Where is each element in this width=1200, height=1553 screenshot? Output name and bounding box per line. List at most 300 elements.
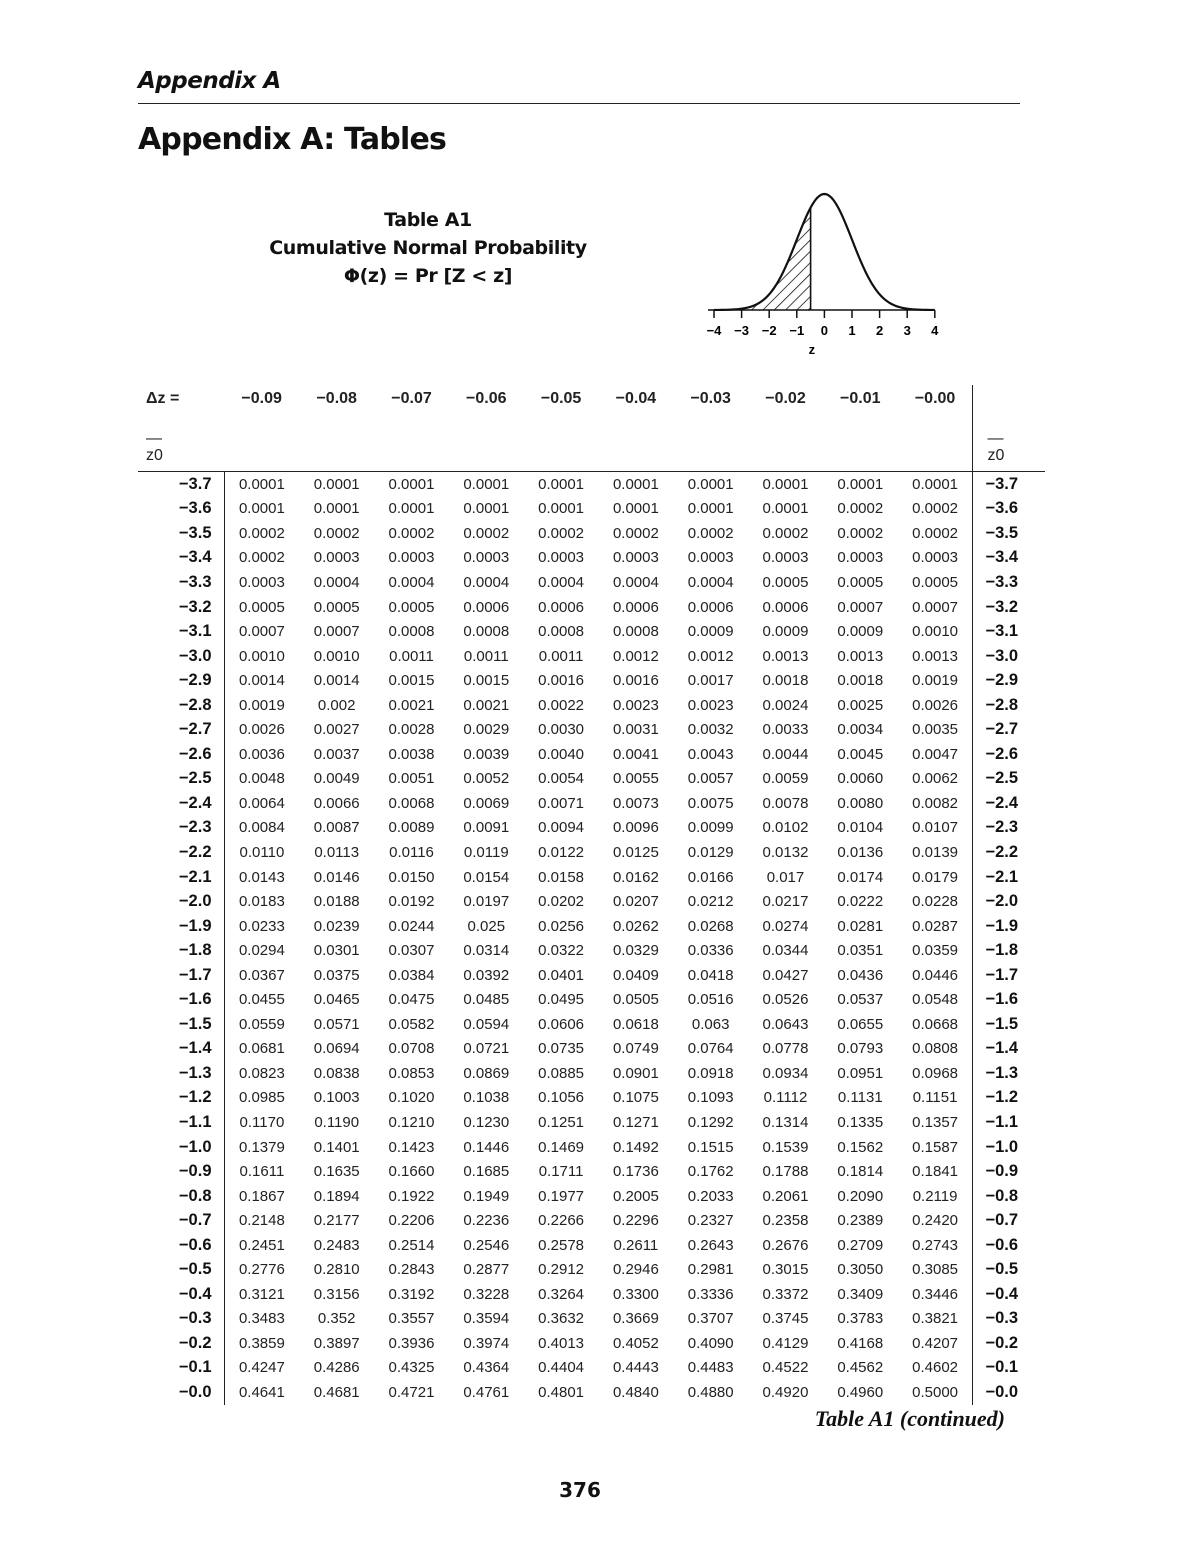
table-cell: 0.0336 xyxy=(687,942,734,960)
table-cell: 0.0003 xyxy=(612,549,659,567)
table-cell: 0.0016 xyxy=(538,672,585,690)
table-cell: 0.1788 xyxy=(762,1163,809,1181)
table-cell: 0.1151 xyxy=(912,1089,958,1107)
row-z-label-right: −1.4 xyxy=(973,1037,1046,1062)
table-cell: 0.0005 xyxy=(238,598,285,616)
table-cell: 0.1949 xyxy=(463,1187,510,1205)
x-tick-label: −1 xyxy=(789,323,805,338)
table-cell: 0.0026 xyxy=(912,696,959,714)
table-cell: 0.0062 xyxy=(912,770,959,788)
row-z-label-right: −0.9 xyxy=(973,1159,1046,1184)
table-cell: 0.2236 xyxy=(463,1212,510,1230)
table-row xyxy=(138,1086,1045,1111)
table-row xyxy=(138,938,1045,963)
table-cell: 0.0007 xyxy=(837,598,884,616)
table-cell: 0.2119 xyxy=(912,1187,958,1205)
table-cell: 0.0010 xyxy=(912,623,959,641)
row-z-label: −0.1 xyxy=(138,1356,224,1381)
table-cell: 0.1492 xyxy=(612,1138,659,1156)
table-cell: 0.0643 xyxy=(762,1015,809,1033)
table-cell: 0.4483 xyxy=(687,1359,734,1377)
table-cell: 0.0004 xyxy=(388,573,435,591)
table-row xyxy=(138,1135,1045,1160)
table-cell: 0.0026 xyxy=(238,721,285,739)
table-cell: 0.0030 xyxy=(538,721,585,739)
table-cell: 0.3783 xyxy=(837,1310,884,1328)
table-cell: 0.1131 xyxy=(837,1089,883,1107)
table-cell: 0.0094 xyxy=(538,819,585,837)
table-cell: 0.0011 xyxy=(389,647,434,665)
table-cell: 0.1335 xyxy=(837,1113,884,1131)
table-cell: 0.2546 xyxy=(463,1236,510,1254)
x-tick-label: 3 xyxy=(903,323,911,338)
table-cell: 0.0006 xyxy=(687,598,734,616)
table-cell: 0.0045 xyxy=(837,745,884,763)
table-cell: 0.2389 xyxy=(837,1212,884,1230)
table-cell: 0.1562 xyxy=(837,1138,884,1156)
table-cell: 0.0009 xyxy=(762,623,809,641)
table-cell: 0.2709 xyxy=(837,1236,884,1254)
table-formula: Φ(z) = Pr [Z < z] xyxy=(343,265,513,287)
table-cell: 0.3707 xyxy=(687,1310,734,1328)
row-z-label-right: −2.4 xyxy=(973,791,1046,816)
table-cell: 0.0778 xyxy=(762,1040,809,1058)
table-cell: 0.2090 xyxy=(837,1187,884,1205)
column-header: −0.09 xyxy=(241,390,282,407)
table-cell: 0.0436 xyxy=(837,966,884,984)
x-axis-tick-labels xyxy=(707,323,940,338)
table-cell: 0.0853 xyxy=(388,1064,435,1082)
table-cell: 0.0005 xyxy=(762,573,809,591)
table-cell: 0.0885 xyxy=(538,1064,585,1082)
table-cell: 0.3228 xyxy=(463,1285,510,1303)
row-z-label: −3.2 xyxy=(138,595,224,620)
row-z-label: −2.3 xyxy=(138,816,224,841)
row-z-label-right: −3.3 xyxy=(973,570,1046,595)
row-z-label-right: −2.5 xyxy=(973,767,1046,792)
table-cell: 0.0001 xyxy=(313,500,360,518)
table-cell: 0.0004 xyxy=(687,573,734,591)
table-cell: 0.0329 xyxy=(612,942,659,960)
row-z-label-right: −1.7 xyxy=(973,963,1046,988)
table-cell: 0.0455 xyxy=(238,991,285,1009)
table-cell: 0.0207 xyxy=(612,893,659,911)
table-cell: 0.0188 xyxy=(313,893,360,911)
column-header: −0.02 xyxy=(765,390,806,407)
table-cell: 0.0001 xyxy=(612,500,659,518)
row-z-label: −2.7 xyxy=(138,717,224,742)
table-cell: 0.0183 xyxy=(238,893,285,911)
table-cell: 0.0384 xyxy=(388,966,435,984)
table-cell: 0.1038 xyxy=(463,1089,510,1107)
table-cell: 0.2061 xyxy=(762,1187,809,1205)
right-header-blank xyxy=(973,385,1046,413)
table-cell: 0.0150 xyxy=(388,868,435,886)
table-cell: 0.0808 xyxy=(912,1040,959,1058)
table-cell: 0.0537 xyxy=(837,991,884,1009)
table-cell: 0.0029 xyxy=(463,721,510,739)
table-cell: 0.0007 xyxy=(313,623,360,641)
row-z-label: −1.1 xyxy=(138,1110,224,1135)
table-cell: 0.0001 xyxy=(598,472,673,497)
table-cell: 0.0014 xyxy=(313,672,360,690)
table-cell: 0.0287 xyxy=(912,917,959,935)
table-cell: 0.2810 xyxy=(313,1261,360,1279)
table-cell: 0.1867 xyxy=(238,1187,285,1205)
table-row xyxy=(138,1380,1045,1405)
table-cell: 0.0040 xyxy=(538,745,585,763)
row-z-label: −1.4 xyxy=(138,1037,224,1062)
table-cell: 0.2266 xyxy=(538,1212,585,1230)
table-row xyxy=(138,717,1045,742)
table-cell: 0.4761 xyxy=(463,1384,510,1401)
table-cell: 0.0010 xyxy=(238,647,285,665)
table-cell: 0.0073 xyxy=(612,794,659,812)
row-z-label-right: −0.0 xyxy=(973,1380,1046,1405)
table-cell: 0.0104 xyxy=(837,819,884,837)
table-cell: 0.0409 xyxy=(612,966,659,984)
table-cell: 0.0869 xyxy=(463,1064,510,1082)
table-cell: 0.1539 xyxy=(762,1138,809,1156)
table-cell: 0.0344 xyxy=(762,942,809,960)
table-cell: 0.0008 xyxy=(463,623,510,641)
table-cell: 0.0244 xyxy=(388,917,435,935)
table-cell: 0.0001 xyxy=(687,500,734,518)
table-cell: 0.0008 xyxy=(612,623,659,641)
table-cell: 0.0027 xyxy=(313,721,360,739)
table-continued-note: Table A1 (continued) xyxy=(814,1406,1005,1431)
table-cell: 0.0002 xyxy=(238,524,285,542)
x-tick-label: −4 xyxy=(706,323,722,338)
table-cell: 0.0002 xyxy=(388,524,435,542)
table-cell: 0.0004 xyxy=(612,573,659,591)
table-cell: 0.002 xyxy=(317,696,356,714)
table-cell: 0.4641 xyxy=(238,1384,285,1401)
table-cell: 0.2206 xyxy=(388,1212,435,1230)
table-row xyxy=(138,1037,1045,1062)
table-cell: 0.0166 xyxy=(687,868,734,886)
z0-label: z0 xyxy=(146,447,163,464)
table-cell: 0.0002 xyxy=(912,524,959,542)
table-cell: 0.0034 xyxy=(837,721,884,739)
table-cell: 0.0002 xyxy=(313,524,360,542)
table-cell: 0.0007 xyxy=(238,623,285,641)
running-head: Appendix A xyxy=(138,68,281,94)
table-cell: 0.0001 xyxy=(823,472,898,497)
table-cell: 0.1660 xyxy=(388,1163,435,1181)
table-cell: 0.0217 xyxy=(762,893,809,911)
table-cell: 0.4522 xyxy=(762,1359,809,1377)
table-cell: 0.0571 xyxy=(313,1015,360,1033)
table-cell: 0.0002 xyxy=(912,500,959,518)
table-cell: 0.0001 xyxy=(762,500,809,518)
row-z-label: −2.8 xyxy=(138,693,224,718)
row-z-label: −3.1 xyxy=(138,619,224,644)
x-tick-label: −2 xyxy=(761,323,777,338)
column-header: −0.08 xyxy=(316,390,357,407)
table-cell: 0.0222 xyxy=(837,893,884,911)
table-cell: 0.0154 xyxy=(463,868,510,886)
dash-mark: — xyxy=(146,430,162,447)
table-cell: 0.0485 xyxy=(463,991,510,1009)
table-cell: 0.0102 xyxy=(762,819,809,837)
table-cell: 0.0505 xyxy=(612,991,659,1009)
x-tick-label: −3 xyxy=(734,323,750,338)
table-cell: 0.1736 xyxy=(612,1163,659,1181)
table-cell: 0.0110 xyxy=(239,843,285,861)
column-header: −0.03 xyxy=(690,390,731,407)
table-cell: 0.2148 xyxy=(238,1212,285,1230)
table-cell: 0.0307 xyxy=(388,942,435,960)
table-cell: 0.1003 xyxy=(313,1089,360,1107)
table-cell: 0.1515 xyxy=(687,1138,734,1156)
table-cell: 0.017 xyxy=(766,868,805,886)
table-cell: 0.3897 xyxy=(313,1334,360,1352)
table-row xyxy=(138,472,1045,497)
table-cell: 0.0003 xyxy=(687,549,734,567)
table-cell: 0.0080 xyxy=(837,794,884,812)
table-cell: 0.0132 xyxy=(762,843,809,861)
row-z-label-right: −0.3 xyxy=(973,1307,1046,1332)
row-z-label-right: −1.3 xyxy=(973,1061,1046,1086)
table-cell: 0.1977 xyxy=(538,1187,585,1205)
table-row xyxy=(138,791,1045,816)
table-cell: 0.0005 xyxy=(912,573,959,591)
row-z-label-right: −3.2 xyxy=(973,595,1046,620)
table-cell: 0.0021 xyxy=(388,696,435,714)
table-cell: 0.0013 xyxy=(837,647,884,665)
table-row xyxy=(138,570,1045,595)
table-row xyxy=(138,987,1045,1012)
table-cell: 0.0002 xyxy=(238,549,285,567)
table-cell: 0.0051 xyxy=(388,770,435,788)
table-cell: 0.0212 xyxy=(687,893,734,911)
table-cell: 0.0035 xyxy=(912,721,959,739)
table-cell: 0.0618 xyxy=(612,1015,659,1033)
table-cell: 0.0934 xyxy=(762,1064,809,1082)
table-cell: 0.1251 xyxy=(538,1113,585,1131)
table-cell: 0.0001 xyxy=(524,472,599,497)
row-z-label-right: −0.8 xyxy=(973,1184,1046,1209)
table-cell: 0.3483 xyxy=(238,1310,285,1328)
table-cell: 0.0041 xyxy=(612,745,659,763)
row-z-label-right: −1.2 xyxy=(973,1086,1046,1111)
table-cell: 0.0116 xyxy=(389,843,434,861)
table-cell: 0.1922 xyxy=(388,1187,435,1205)
table-cell: 0.2514 xyxy=(388,1236,435,1254)
table-cell: 0.0024 xyxy=(762,696,809,714)
table-cell: 0.0059 xyxy=(762,770,809,788)
table-row xyxy=(138,1012,1045,1037)
table-cell: 0.0003 xyxy=(313,549,360,567)
table-cell: 0.2327 xyxy=(687,1212,734,1230)
table-cell: 0.1112 xyxy=(763,1089,808,1107)
row-z-label: −3.6 xyxy=(138,497,224,522)
table-cell: 0.1056 xyxy=(538,1089,585,1107)
table-cell: 0.3859 xyxy=(238,1334,285,1352)
table-cell: 0.0721 xyxy=(463,1040,510,1058)
table-cell: 0.0091 xyxy=(463,819,510,837)
table-cell: 0.0001 xyxy=(449,472,524,497)
table-cell: 0.1075 xyxy=(612,1089,659,1107)
row-z-label: −0.5 xyxy=(138,1258,224,1283)
delta-z-label: Δz = xyxy=(146,390,180,407)
table-cell: 0.0274 xyxy=(762,917,809,935)
table-cell: 0.2946 xyxy=(612,1261,659,1279)
table-cell: 0.2776 xyxy=(238,1261,285,1279)
x-tick-label: 1 xyxy=(848,323,856,338)
x-axis-ticks xyxy=(714,310,935,318)
table-cell: 0.0375 xyxy=(313,966,360,984)
table-cell: 0.4801 xyxy=(538,1384,585,1401)
row-z-label-right: −0.1 xyxy=(973,1356,1046,1381)
row-z-label: −0.9 xyxy=(138,1159,224,1184)
table-cell: 0.0021 xyxy=(463,696,510,714)
x-tick-label: 0 xyxy=(820,323,829,338)
table-cell: 0.0019 xyxy=(912,672,959,690)
table-cell: 0.0749 xyxy=(612,1040,659,1058)
table-cell: 0.0951 xyxy=(837,1064,884,1082)
table-cell: 0.3594 xyxy=(463,1310,510,1328)
row-z-label-right: −1.1 xyxy=(973,1110,1046,1135)
table-cell: 0.0018 xyxy=(762,672,809,690)
table-row xyxy=(138,1208,1045,1233)
table-cell: 0.4721 xyxy=(388,1384,435,1401)
table-cell: 0.1635 xyxy=(313,1163,360,1181)
table-cell: 0.3336 xyxy=(687,1285,734,1303)
table-cell: 0.0606 xyxy=(538,1015,585,1033)
row-z-label-right: −0.4 xyxy=(973,1282,1046,1307)
table-cell: 0.0122 xyxy=(538,843,585,861)
table-cell: 0.0032 xyxy=(687,721,734,739)
row-z-label: −3.7 xyxy=(138,472,224,497)
table-cell: 0.0015 xyxy=(388,672,435,690)
table-cell: 0.0119 xyxy=(463,843,509,861)
table-cell: 0.3050 xyxy=(837,1261,884,1279)
row-z-label-right: −2.8 xyxy=(973,693,1046,718)
row-z-label: −2.0 xyxy=(138,889,224,914)
table-row xyxy=(138,816,1045,841)
table-cell: 0.0001 xyxy=(898,472,973,497)
table-cell: 0.0033 xyxy=(762,721,809,739)
table-cell: 0.0043 xyxy=(687,745,734,763)
table-cell: 0.0548 xyxy=(912,991,959,1009)
table-cell: 0.0008 xyxy=(388,623,435,641)
table-cell: 0.4207 xyxy=(912,1334,959,1352)
table-cell: 0.0239 xyxy=(313,917,360,935)
table-cell: 0.2578 xyxy=(538,1236,585,1254)
table-cell: 0.0064 xyxy=(238,794,285,812)
row-z-label-right: −3.7 xyxy=(973,472,1046,497)
table-cell: 0.0023 xyxy=(612,696,659,714)
table-cell: 0.3669 xyxy=(612,1310,659,1328)
table-cell: 0.0005 xyxy=(837,573,884,591)
row-z-label-right: −0.6 xyxy=(973,1233,1046,1258)
table-cell: 0.1190 xyxy=(314,1113,360,1131)
table-cell: 0.0192 xyxy=(388,893,435,911)
table-cell: 0.0136 xyxy=(837,843,884,861)
table-cell: 0.4960 xyxy=(837,1384,884,1401)
table-cell: 0.1685 xyxy=(463,1163,510,1181)
table-cell: 0.2177 xyxy=(313,1212,360,1230)
table-cell: 0.0047 xyxy=(912,745,959,763)
table-cell: 0.0322 xyxy=(538,942,585,960)
table-cell: 0.3409 xyxy=(837,1285,884,1303)
table-cell: 0.0014 xyxy=(238,672,285,690)
table-cell: 0.0001 xyxy=(538,500,585,518)
table-cell: 0.0006 xyxy=(463,598,510,616)
table-cell: 0.2420 xyxy=(912,1212,959,1230)
table-cell: 0.1446 xyxy=(463,1138,510,1156)
table-cell: 0.0012 xyxy=(687,647,734,665)
table-cell: 0.2843 xyxy=(388,1261,435,1279)
table-cell: 0.0113 xyxy=(314,843,360,861)
curve-line xyxy=(714,194,935,310)
row-z-label: −1.5 xyxy=(138,1012,224,1037)
row-z-label: −0.7 xyxy=(138,1208,224,1233)
row-z-label: −1.8 xyxy=(138,938,224,963)
table-cell: 0.2451 xyxy=(238,1236,285,1254)
table-cell: 0.4168 xyxy=(837,1334,884,1352)
row-z-label: −0.4 xyxy=(138,1282,224,1307)
row-z-label-right: −2.6 xyxy=(973,742,1046,767)
row-z-label-right: −2.0 xyxy=(973,889,1046,914)
table-cell: 0.0708 xyxy=(388,1040,435,1058)
row-z-label-right: −0.7 xyxy=(973,1208,1046,1233)
table-cell: 0.3192 xyxy=(388,1285,435,1303)
shaded-area xyxy=(714,208,811,310)
row-z-label-right: −1.9 xyxy=(973,914,1046,939)
table-row xyxy=(138,644,1045,669)
table-cell: 0.0003 xyxy=(463,549,510,567)
table-cell: 0.0003 xyxy=(837,549,884,567)
table-cell: 0.2005 xyxy=(612,1187,659,1205)
table-cell: 0.063 xyxy=(691,1015,730,1033)
table-cell: 0.1020 xyxy=(388,1089,435,1107)
table-cell: 0.0401 xyxy=(538,966,585,984)
table-cell: 0.4364 xyxy=(463,1359,510,1377)
table-cell: 0.0089 xyxy=(388,819,435,837)
row-z-label: −1.2 xyxy=(138,1086,224,1111)
table-cell: 0.4840 xyxy=(612,1384,659,1401)
table-cell: 0.1401 xyxy=(313,1138,360,1156)
table-cell: 0.0003 xyxy=(912,549,959,567)
table-cell: 0.0005 xyxy=(313,598,360,616)
table-cell: 0.0002 xyxy=(762,524,809,542)
table-cell: 0.0003 xyxy=(538,549,585,567)
x-tick-label: 4 xyxy=(931,323,939,338)
table-cell: 0.0427 xyxy=(762,966,809,984)
table-cell: 0.1711 xyxy=(538,1163,584,1181)
row-z-label-right: −0.2 xyxy=(973,1331,1046,1356)
table-cell: 0.1611 xyxy=(239,1163,285,1181)
row-z-label-right: −2.2 xyxy=(973,840,1046,865)
table-cell: 0.0985 xyxy=(238,1089,285,1107)
row-z-label: −2.6 xyxy=(138,742,224,767)
table-cell: 0.0475 xyxy=(388,991,435,1009)
table-row xyxy=(138,767,1045,792)
table-row xyxy=(138,1110,1045,1135)
table-cell: 0.0099 xyxy=(687,819,734,837)
table-cell: 0.0001 xyxy=(388,500,435,518)
row-z-label: −1.3 xyxy=(138,1061,224,1086)
row-z-label-right: −3.0 xyxy=(973,644,1046,669)
table-cell: 0.3085 xyxy=(912,1261,959,1279)
table-cell: 0.0001 xyxy=(748,472,823,497)
z0-label: z0 xyxy=(987,447,1005,464)
table-cell: 0.0013 xyxy=(762,647,809,665)
table-row xyxy=(138,595,1045,620)
